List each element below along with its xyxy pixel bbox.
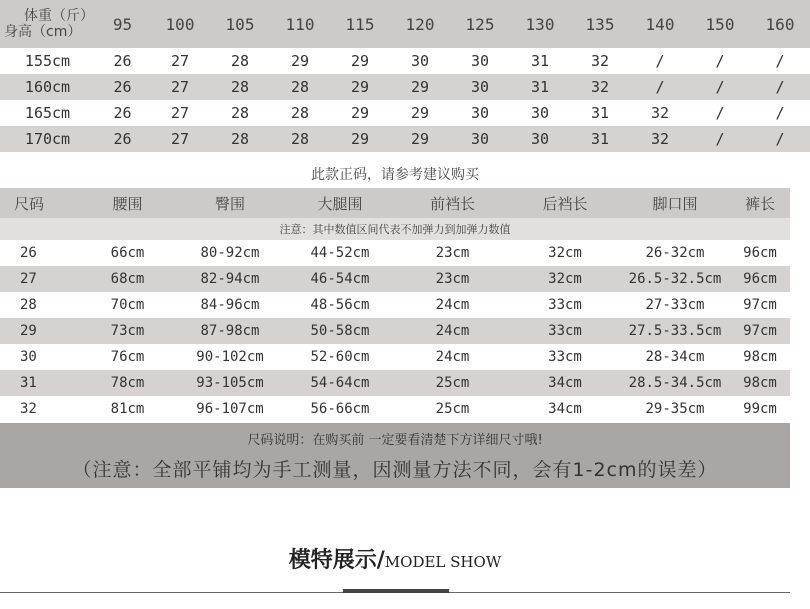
weight-header-cell: 95 <box>95 0 150 48</box>
size-table-cell: 97cm <box>730 318 790 344</box>
size-table-cell: 81cm <box>110 401 145 417</box>
weight-header-cell: 100 <box>150 0 210 48</box>
size-cell: 31 <box>570 126 630 152</box>
size-table-cell: 28-34cm <box>645 349 705 365</box>
size-table-cell: 96cm <box>743 245 777 261</box>
weight-header-cell: 150 <box>690 0 750 48</box>
size-table-cell: 27.5-33.5cm <box>620 318 730 344</box>
measurement-disclaimer: （注意：全部平铺均为手工测量，因测量方法不同，会有1-2cm的误差） <box>72 459 718 481</box>
size-cell: 27 <box>170 52 190 70</box>
size-cell: 29 <box>330 126 390 152</box>
size-table-cell: 25cm <box>435 401 470 417</box>
size-header-cell: 尺码 <box>0 188 80 218</box>
size-table-cell: 97cm <box>743 297 777 313</box>
size-cell: 28 <box>210 126 270 152</box>
size-table-cell: 34cm <box>510 370 620 396</box>
size-header-cell: 腰围 <box>80 188 175 218</box>
model-show-title <box>0 543 790 574</box>
size-table-cell: 34cm <box>548 401 582 417</box>
weight-header-cell: 115 <box>330 0 390 48</box>
size-table-cell: 28.5-34.5cm <box>620 370 730 396</box>
size-cell: 29 <box>390 74 450 100</box>
size-cell: 29 <box>290 52 310 70</box>
size-header-cell: 脚口围 <box>620 188 730 218</box>
size-cell: / <box>690 126 750 152</box>
size-cell: 26 <box>113 52 132 70</box>
size-table-cell: 30 <box>20 349 37 365</box>
size-cell: 30 <box>530 104 550 122</box>
size-cell: 29 <box>350 52 370 70</box>
size-header-cell: 臀围 <box>175 188 285 218</box>
size-cell: / <box>715 104 725 122</box>
size-table-cell: 96cm <box>730 266 790 292</box>
size-cell: / <box>750 126 810 152</box>
weight-height-header <box>0 0 95 48</box>
size-table-cell: 44-52cm <box>310 245 370 261</box>
size-cell: 31 <box>530 52 550 70</box>
size-row <box>0 344 790 370</box>
size-table-cell: 56-66cm <box>310 401 370 417</box>
size-cell: 27 <box>170 104 190 122</box>
size-cell: / <box>775 52 785 70</box>
weight-header-cell: 110 <box>270 0 330 48</box>
size-row <box>0 292 790 318</box>
size-row <box>0 396 790 422</box>
size-table-cell: 73cm <box>80 318 175 344</box>
size-table-cell: 29-35cm <box>645 401 705 417</box>
weight-header-cell: 120 <box>390 0 450 48</box>
size-table-cell: 46-54cm <box>285 266 395 292</box>
size-cell: 29 <box>350 104 370 122</box>
size-header-cell: 大腿围 <box>285 188 395 218</box>
size-cell: 28 <box>230 104 250 122</box>
size-header-cell: 前裆长 <box>395 188 510 218</box>
size-table-cell: 76cm <box>110 349 145 365</box>
size-table-cell: 32cm <box>548 245 582 261</box>
height-cell: 160cm <box>0 74 95 100</box>
size-table-cell: 66cm <box>110 245 145 261</box>
size-cell: / <box>655 52 665 70</box>
size-cell: / <box>715 52 725 70</box>
size-cell: 32 <box>570 74 630 100</box>
size-cell: 28 <box>270 74 330 100</box>
size-cell: 28 <box>210 74 270 100</box>
size-cell: 30 <box>450 126 510 152</box>
size-instructions-banner <box>0 423 790 488</box>
size-note: 注意：其中数值区间代表不加弹力到加弹力数值 <box>0 218 790 240</box>
size-table-cell: 33cm <box>510 318 620 344</box>
size-cell: 30 <box>510 126 570 152</box>
size-table-cell: 25cm <box>395 370 510 396</box>
size-header-row <box>0 188 790 218</box>
size-cell: 28 <box>270 126 330 152</box>
size-cell: 27 <box>150 126 210 152</box>
weight-header-cell: 140 <box>630 0 690 48</box>
size-table-cell: 50-58cm <box>285 318 395 344</box>
size-cell: 30 <box>410 52 430 70</box>
title-underline <box>343 589 449 593</box>
size-table-cell: 26 <box>20 245 37 261</box>
size-cell: 30 <box>450 74 510 100</box>
size-table-cell: 24cm <box>395 318 510 344</box>
size-table-cell: 26.5-32.5cm <box>620 266 730 292</box>
size-table-cell: 99cm <box>743 401 777 417</box>
weight-header-cell: 125 <box>450 0 510 48</box>
size-table-cell: 24cm <box>435 297 470 313</box>
size-cell: / <box>775 104 785 122</box>
weight-header-row <box>0 0 810 48</box>
weight-header-cell: 135 <box>570 0 630 48</box>
size-cell: 29 <box>330 74 390 100</box>
size-row <box>0 240 790 266</box>
weight-height-table <box>0 0 810 152</box>
size-cell: 28 <box>230 52 250 70</box>
size-table-cell: 32cm <box>510 266 620 292</box>
size-table-cell: 26-32cm <box>645 245 705 261</box>
size-instructions: 尺码说明：在购买前 一定要看清楚下方详细尺寸哦! <box>247 433 543 448</box>
size-header-cell: 后裆长 <box>510 188 620 218</box>
height-cell: 155cm <box>24 52 71 70</box>
weight-header-cell: 160 <box>750 0 810 48</box>
size-cell: / <box>630 74 690 100</box>
size-table-cell: 82-94cm <box>175 266 285 292</box>
size-table-cell: 33cm <box>548 349 582 365</box>
size-cell: 29 <box>410 104 430 122</box>
size-cell: 26 <box>113 104 132 122</box>
size-row <box>0 318 790 344</box>
size-cell: 32 <box>630 126 690 152</box>
weight-row <box>0 74 810 100</box>
model-show-title-en: MODEL SHOW <box>384 553 502 571</box>
size-cell: 31 <box>510 74 570 100</box>
size-table-cell: 27-33cm <box>645 297 705 313</box>
weight-header-cell: 105 <box>210 0 270 48</box>
weight-row <box>0 100 810 126</box>
size-cell: 30 <box>470 104 490 122</box>
size-table-cell: 87-98cm <box>175 318 285 344</box>
size-table-cell: 52-60cm <box>310 349 370 365</box>
size-table-cell: 23cm <box>395 266 510 292</box>
weight-label: 体重（斤） <box>24 8 94 24</box>
size-cell: 26 <box>95 74 150 100</box>
weight-row <box>0 126 810 152</box>
size-cell: 30 <box>470 52 490 70</box>
size-cell: 31 <box>590 104 610 122</box>
size-table-cell: 96-107cm <box>196 401 264 417</box>
size-table-cell: 84-96cm <box>200 297 260 313</box>
size-row <box>0 370 790 396</box>
size-table-cell: 48-56cm <box>310 297 370 313</box>
model-show-title-cn: 模特展示/ <box>288 548 385 573</box>
height-cell: 170cm <box>0 126 95 152</box>
size-table-cell: 68cm <box>80 266 175 292</box>
size-table-cell: 90-102cm <box>196 349 264 365</box>
fit-note: 此款正码，请参考建议购买 <box>311 167 479 183</box>
size-table-cell: 98cm <box>743 349 777 365</box>
size-cell: 29 <box>390 126 450 152</box>
size-table-cell: 70cm <box>110 297 145 313</box>
size-cell: 26 <box>95 126 150 152</box>
size-cell: 28 <box>290 104 310 122</box>
size-table-cell: 32 <box>20 401 37 417</box>
size-table-cell: 27 <box>0 266 80 292</box>
size-table-cell: 80-92cm <box>200 245 260 261</box>
size-cell: 32 <box>650 104 670 122</box>
height-cell: 165cm <box>24 104 71 122</box>
weight-row <box>0 48 810 74</box>
weight-header-cell: 130 <box>510 0 570 48</box>
size-note-row <box>0 218 790 240</box>
size-table-cell: 98cm <box>730 370 790 396</box>
size-cell: / <box>750 74 810 100</box>
size-table-cell: 54-64cm <box>285 370 395 396</box>
size-cell: / <box>690 74 750 100</box>
height-label: 身高（cm） <box>4 24 82 40</box>
size-table-cell: 24cm <box>435 349 470 365</box>
size-table-cell: 33cm <box>548 297 582 313</box>
size-cell: 27 <box>150 74 210 100</box>
size-table-cell: 93-105cm <box>175 370 285 396</box>
size-table-cell: 29 <box>0 318 80 344</box>
size-cell: 32 <box>590 52 610 70</box>
size-table-cell: 78cm <box>80 370 175 396</box>
size-header-cell: 裤长 <box>730 188 790 218</box>
size-row <box>0 266 790 292</box>
size-table <box>0 188 790 422</box>
size-table-cell: 23cm <box>435 245 470 261</box>
size-table-cell: 31 <box>0 370 80 396</box>
size-table-cell: 28 <box>20 297 37 313</box>
